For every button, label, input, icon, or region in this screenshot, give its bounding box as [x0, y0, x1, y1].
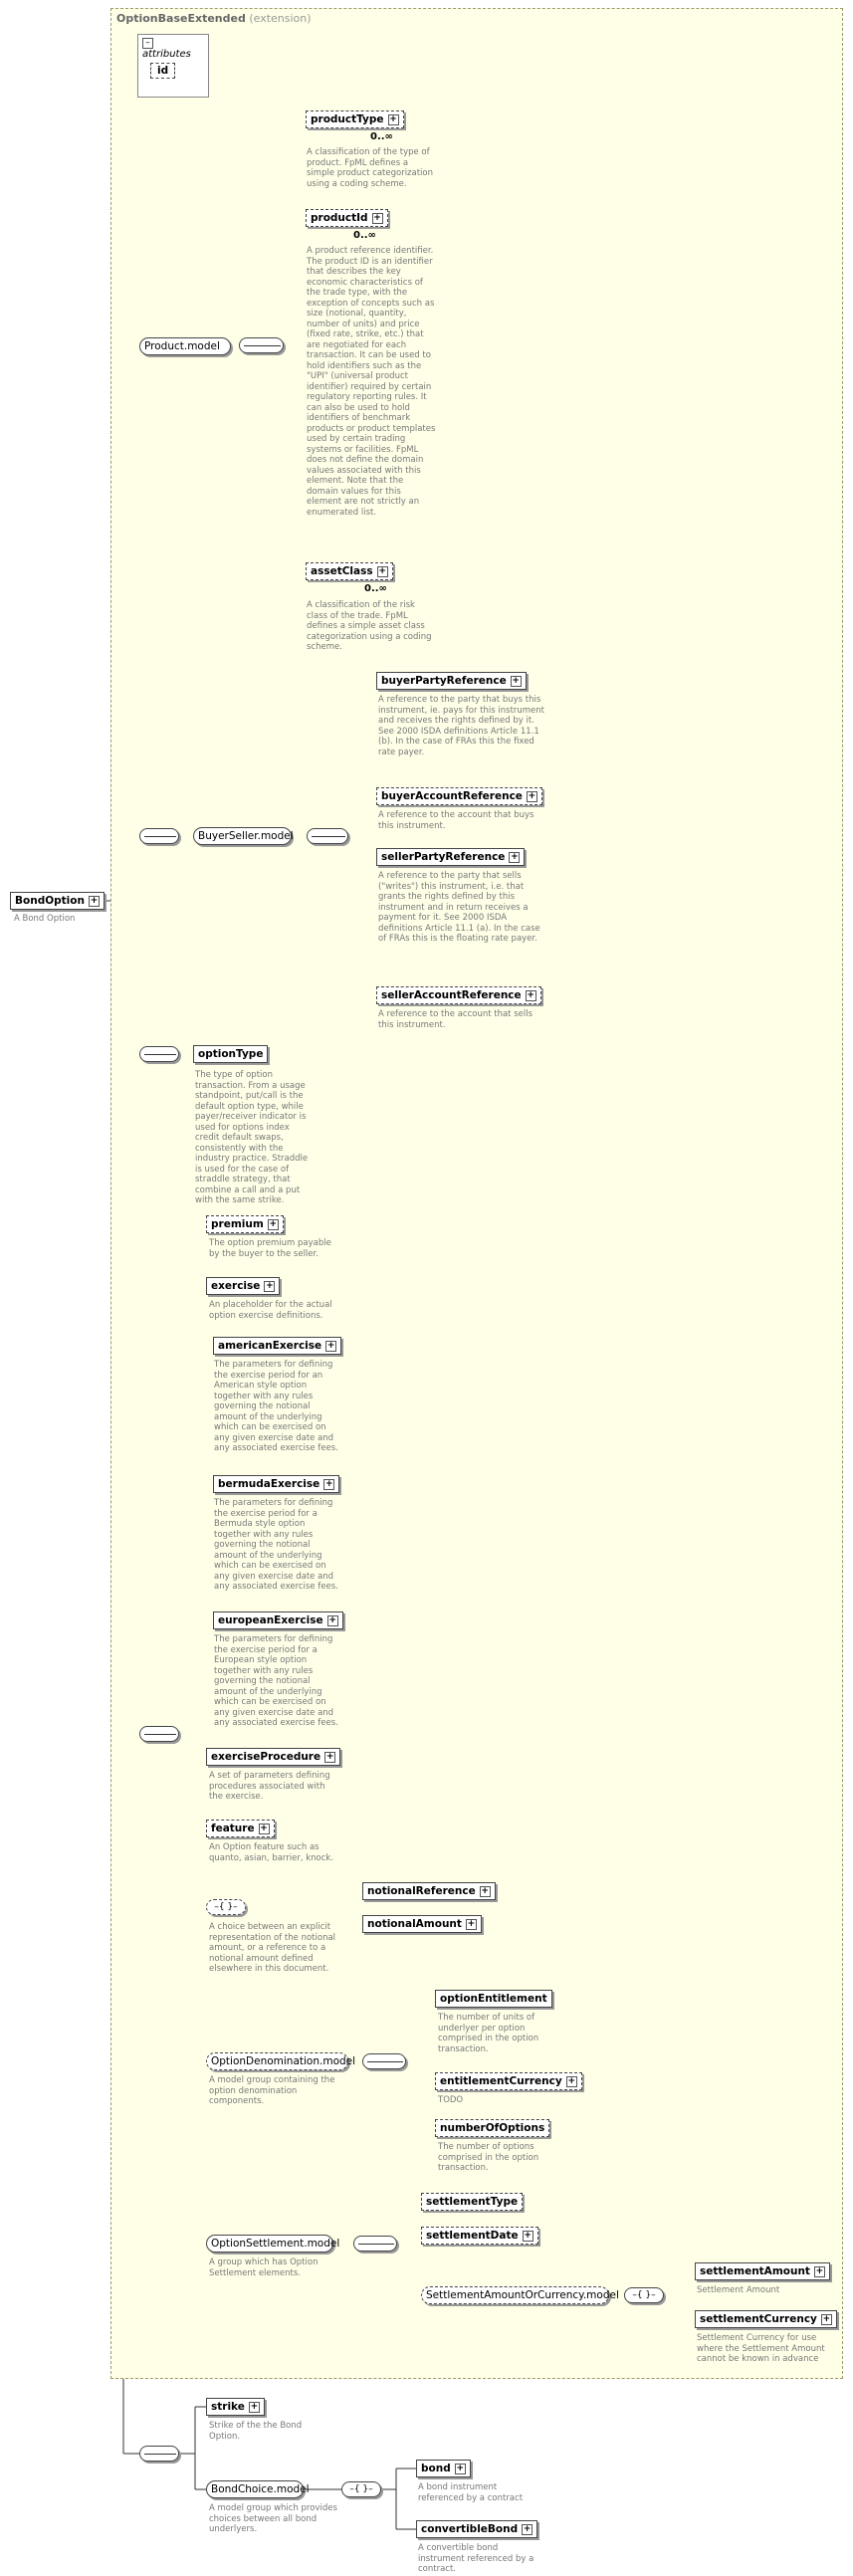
sequence-compositor-icon[interactable] — [139, 828, 179, 844]
element-sellerpartyreference[interactable] — [376, 848, 525, 866]
attributes-box[interactable] — [137, 34, 209, 98]
optionentitlement-doc: The number of units of underlyer per option comprised in the option transaction. — [438, 2013, 539, 2054]
buyerpartyreference-doc: A reference to the party that buys this instrument, ie. pays for this instrument and receives the rights defined by it. See 2000 ISDA definitions Article 11.1 (b). In the case of FRAs this the fixed rate payer. — [378, 695, 545, 757]
root-element-bondoption[interactable] — [10, 892, 105, 910]
cardinality-label: 0..∞ — [370, 131, 393, 142]
expand-icon[interactable]: + — [260, 1824, 268, 1833]
cardinality-label: 0..∞ — [364, 583, 387, 594]
element-settlementdate[interactable] — [421, 2227, 538, 2245]
expand-icon[interactable]: + — [378, 566, 386, 576]
element-label: convertibleBond — [421, 2523, 519, 2535]
element-label: exercise — [211, 1280, 261, 1292]
settlementamount-doc: Settlement Amount — [697, 2285, 780, 2295]
element-label: americanExercise — [218, 1340, 322, 1352]
sequence-compositor-icon[interactable] — [139, 1726, 179, 1742]
element-label: assetClass — [311, 565, 373, 577]
element-label: settlementAmount — [700, 2265, 810, 2277]
group-label: OptionSettlement.model — [211, 2238, 340, 2250]
group-label: BondChoice.model — [211, 2483, 310, 2495]
sequence-compositor-icon[interactable] — [362, 2053, 406, 2069]
element-label: numberOfOptions — [440, 2122, 545, 2134]
element-settlementtype[interactable] — [421, 2193, 523, 2211]
element-label: productType — [311, 113, 384, 125]
element-label: sellerPartyReference — [381, 851, 506, 863]
bermudaexercise-doc: The parameters for defining the exercise period for a Bermuda style option together with any rules governing the notional amount of the underlying which can be exercised on any given exercise date and any associated exercise fees. — [214, 1498, 338, 1592]
element-optiontype[interactable] — [193, 1045, 268, 1063]
sequence-compositor-icon[interactable] — [307, 828, 348, 844]
bondchoice-doc: A model group which provides choices between all bond underlyers. — [209, 2503, 337, 2534]
expand-icon[interactable]: + — [250, 2402, 259, 2412]
element-label: settlementDate — [426, 2230, 519, 2242]
element-label: notionalReference — [367, 1885, 476, 1897]
expand-icon[interactable]: + — [512, 676, 520, 686]
expand-icon[interactable]: + — [90, 896, 99, 906]
element-buyeraccountreference[interactable] — [376, 787, 542, 805]
element-settlementcurrency[interactable] — [695, 2310, 837, 2328]
sellerpartyreference-doc: A reference to the party that sells ("writes") this instrument, i.e. that grants the rights defined by this instrument and in return receives a payment for it. See 2000 ISDA definitions Article 11.1 (a). In the case of FRAs this is the floating rate payer. — [378, 871, 540, 944]
element-numberofoptions[interactable] — [435, 2119, 549, 2137]
europeanexercise-doc: The parameters for defining the exercise period for a European style option together with any rules governing the notional amount of the underlying which can be exercised on any given exercise date and any associated exercise fees. — [214, 1634, 338, 1728]
optiondenomination-doc: A model group containing the option denomination components. — [209, 2075, 335, 2106]
expand-icon[interactable]: + — [373, 213, 381, 223]
element-notionalreference[interactable] — [362, 1882, 496, 1900]
element-optionentitlement[interactable] — [435, 1990, 552, 2008]
assetclass-doc: A classification of the risk class of the trade. FpML defines a simple asset class categorization using a coding scheme. — [307, 600, 432, 652]
element-settlementamount[interactable] — [695, 2262, 830, 2280]
extension-title: OptionBaseExtended (extension) — [116, 12, 312, 25]
expand-icon[interactable]: + — [567, 2076, 575, 2086]
element-americanexercise[interactable] — [213, 1337, 341, 1355]
expand-icon[interactable]: + — [389, 114, 397, 124]
notional-choice-doc: A choice between an explicit representation of the notional amount, or a reference to a notional amount defined elsewhere in this document. — [209, 1922, 336, 1974]
productid-doc: A product reference identifier. The product ID is an identifier that describes the key economic characteristics of the trade type, with the exception of concepts such as size (notional, quantity, number of units) and price (fixed rate, strike, etc.) that are negotiated for each transaction. It can be used to hold identifiers such as the "UPI" (universal product identifier) required by certain regulatory reporting rules. It can also be used to hold identifiers of benchmark products or product templates used by certain trading systems or facilities. FpML does not define the domain values associated with this element. Note that the domain values for this element are not strictly an enumerated list. — [307, 246, 436, 518]
element-label: europeanExercise — [218, 1614, 323, 1626]
element-bond[interactable] — [416, 2460, 471, 2477]
element-strike[interactable] — [206, 2398, 265, 2416]
element-bermudaexercise[interactable] — [213, 1475, 339, 1493]
element-producttype[interactable] — [306, 110, 404, 128]
sequence-compositor-icon[interactable] — [239, 337, 284, 353]
element-label: buyerPartyReference — [381, 675, 507, 687]
expand-icon[interactable]: + — [328, 1615, 336, 1625]
expand-icon[interactable]: + — [523, 2524, 532, 2534]
expand-icon[interactable]: + — [456, 2464, 464, 2473]
settlementcurrency-doc: Settlement Currency for use where the Settlement Amount cannot be known in advance — [697, 2333, 825, 2364]
element-feature[interactable] — [206, 1820, 275, 1837]
element-label: notionalAmount — [367, 1918, 462, 1930]
group-label: BuyerSeller.model — [198, 830, 294, 842]
element-label: settlementType — [426, 2196, 519, 2208]
convertiblebond-doc: A convertible bond instrument referenced by a contract. — [418, 2543, 534, 2574]
element-label: sellerAccountReference — [381, 989, 522, 1001]
group-label: SettlementAmountOrCurrency.model — [426, 2289, 619, 2301]
element-label: optionEntitlement — [440, 1993, 547, 2005]
feature-doc: An Option feature such as quanto, asian, barrier, knock. — [209, 1842, 334, 1863]
element-label: optionType — [198, 1048, 264, 1060]
element-label: buyerAccountReference — [381, 790, 523, 802]
element-convertiblebond[interactable] — [416, 2520, 537, 2538]
optionsettlement-doc: A group which has Option Settlement elements. — [209, 2257, 319, 2278]
element-notionalamount[interactable] — [362, 1915, 482, 1933]
element-buyerpartyreference[interactable] — [376, 672, 527, 690]
sequence-compositor-icon[interactable] — [139, 1046, 179, 1062]
producttype-doc: A classification of the type of product. FpML defines a simple product categorization using a coding scheme. — [307, 147, 434, 189]
settlementamountorcurrency-model-group[interactable] — [421, 2286, 619, 2304]
group-label: Product.model — [144, 340, 220, 352]
expand-icon[interactable]: + — [822, 2314, 831, 2324]
expand-icon[interactable]: + — [266, 1281, 274, 1291]
root-label: BondOption — [15, 895, 85, 907]
optiondenomination-model-group[interactable] — [206, 2052, 356, 2070]
expand-icon[interactable]: + — [511, 852, 519, 862]
element-label: bond — [421, 2463, 451, 2474]
element-label: feature — [211, 1823, 255, 1834]
choice-compositor-icon[interactable]: –{ }– — [206, 1899, 246, 1915]
optionsettlement-model-group[interactable] — [206, 2235, 340, 2253]
expand-icon[interactable]: + — [481, 1886, 489, 1896]
expand-icon[interactable]: + — [326, 1341, 335, 1351]
expand-icon[interactable]: + — [815, 2266, 824, 2276]
element-assetclass[interactable] — [306, 562, 393, 580]
exerciseprocedure-doc: A set of parameters defining procedures associated with the exercise. — [209, 1771, 330, 1802]
sequence-compositor-icon[interactable] — [353, 2236, 397, 2252]
premium-doc: The option premium payable by the buyer to the seller. — [209, 1238, 331, 1259]
selleraccountreference-doc: A reference to the account that sells this instrument. — [378, 1009, 533, 1030]
product-model-group[interactable] — [139, 337, 231, 355]
bond-doc: A bond instrument referenced by a contract — [418, 2482, 524, 2503]
expand-icon[interactable]: + — [325, 1752, 334, 1762]
expand-icon[interactable]: + — [527, 990, 534, 1000]
buyerseller-model-group[interactable] — [193, 827, 292, 845]
attribute-id[interactable]: id — [150, 63, 175, 79]
expand-icon[interactable]: + — [325, 1479, 333, 1489]
expand-icon[interactable]: + — [528, 791, 536, 801]
element-label: settlementCurrency — [700, 2313, 817, 2325]
element-exerciseprocedure[interactable] — [206, 1748, 340, 1766]
group-label: OptionDenomination.model — [211, 2055, 356, 2067]
choice-compositor-icon[interactable]: –{ }– — [341, 2481, 381, 2497]
buyeraccountreference-doc: A reference to the account that buys this instrument. — [378, 810, 534, 831]
element-label: strike — [211, 2401, 245, 2413]
americanexercise-doc: The parameters for defining the exercise period for an American style option together with any rules governing the notional amount of the underlying which can be exercised on any given exercise date and any associated exercise fees. — [214, 1360, 338, 1453]
element-label: premium — [211, 1218, 264, 1230]
exercise-doc: An placeholder for the actual option exercise definitions. — [209, 1300, 332, 1321]
element-selleraccountreference[interactable] — [376, 986, 541, 1004]
element-label: entitlementCurrency — [440, 2075, 562, 2087]
element-label: productId — [311, 212, 368, 224]
element-europeanexercise[interactable] — [213, 1611, 343, 1629]
entitlementcurrency-doc: TODO — [438, 2095, 464, 2105]
expand-icon[interactable]: + — [269, 1219, 278, 1229]
choice-compositor-icon[interactable]: –{ }– — [624, 2287, 664, 2303]
expand-icon[interactable]: + — [467, 1919, 476, 1929]
bondchoice-model-group[interactable] — [206, 2480, 310, 2498]
element-premium[interactable] — [206, 1215, 284, 1233]
strike-doc: Strike of the the Bond Option. — [209, 2421, 303, 2442]
expand-icon[interactable]: + — [524, 2231, 532, 2241]
optiontype-doc: The type of option transaction. From a usage standpoint, put/call is the default option type, while payer/receiver indicator is used for options index credit default swaps, consistently with the industry practice. Straddle is used for the case of straddle strategy, that combine a call and a put with the same strike. — [195, 1070, 309, 1205]
root-doc: A Bond Option — [14, 914, 76, 924]
numberofoptions-doc: The number of options comprised in the option transaction. — [438, 2142, 539, 2173]
element-exercise[interactable] — [206, 1277, 280, 1295]
element-productid[interactable] — [306, 209, 388, 227]
element-label: bermudaExercise — [218, 1478, 320, 1490]
cardinality-label: 0..∞ — [353, 230, 376, 241]
sequence-compositor-icon[interactable] — [139, 2446, 179, 2462]
attributes-header[interactable]: – attributes — [138, 35, 208, 62]
element-label: exerciseProcedure — [211, 1751, 321, 1763]
element-entitlementcurrency[interactable] — [435, 2072, 582, 2090]
